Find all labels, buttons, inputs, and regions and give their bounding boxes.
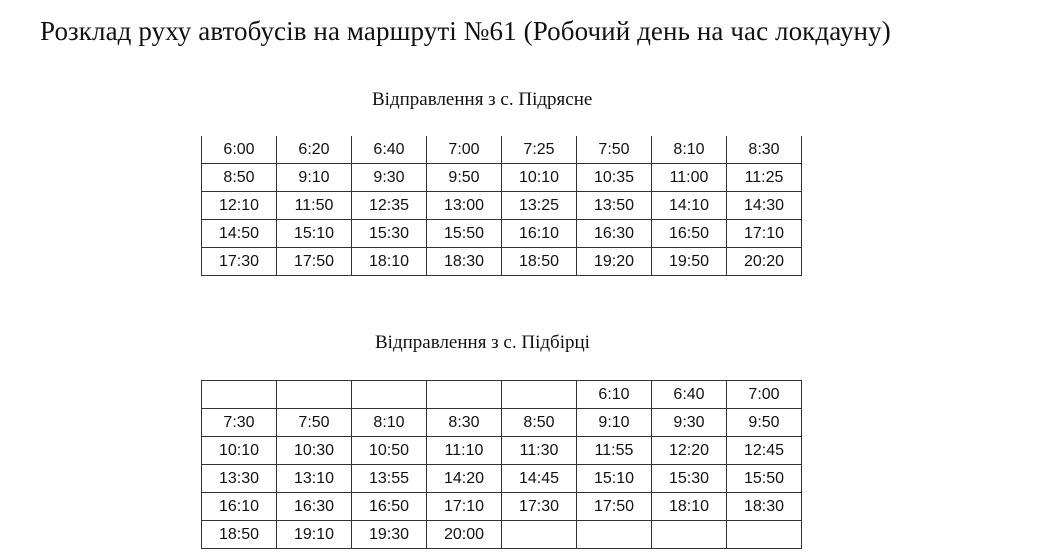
departure-time-cell: 13:10 <box>277 465 352 493</box>
departure-time-cell: 16:50 <box>352 493 427 521</box>
table-row <box>202 465 802 493</box>
table-row <box>202 220 802 248</box>
departure-time-cell: 12:45 <box>727 437 802 465</box>
departure-time-cell: 17:10 <box>727 220 802 248</box>
departure-time-cell: 6:00 <box>202 136 277 164</box>
departure-time-cell <box>427 381 502 409</box>
departure-time-cell: 6:40 <box>652 381 727 409</box>
table-row <box>202 164 802 192</box>
departure-time-cell: 17:10 <box>427 493 502 521</box>
table-row <box>202 437 802 465</box>
departure-time-cell: 7:00 <box>427 136 502 164</box>
departure-time-cell: 15:10 <box>577 465 652 493</box>
departure-time-cell: 18:50 <box>502 248 577 276</box>
departure-time-cell: 11:10 <box>427 437 502 465</box>
departure-time-cell: 7:50 <box>277 409 352 437</box>
departure-time-cell: 11:25 <box>727 164 802 192</box>
departure-time-cell: 7:30 <box>202 409 277 437</box>
departure-time-cell: 15:30 <box>352 220 427 248</box>
departure-time-cell: 16:10 <box>502 220 577 248</box>
table-row <box>202 409 802 437</box>
departure-time-cell: 19:30 <box>352 521 427 549</box>
departure-time-cell <box>502 521 577 549</box>
departure-time-cell: 9:10 <box>577 409 652 437</box>
departure-time-cell: 16:30 <box>577 220 652 248</box>
departure-time-cell: 13:30 <box>202 465 277 493</box>
departure-time-cell <box>202 381 277 409</box>
departure-time-cell: 9:30 <box>352 164 427 192</box>
departure-time-cell: 9:30 <box>652 409 727 437</box>
departure-time-cell: 9:50 <box>427 164 502 192</box>
departure-time-cell: 12:10 <box>202 192 277 220</box>
table-row <box>202 192 802 220</box>
departure-time-cell <box>352 381 427 409</box>
departure-time-cell: 19:50 <box>652 248 727 276</box>
departure-time-cell: 8:30 <box>727 136 802 164</box>
departure-time-cell: 7:00 <box>727 381 802 409</box>
departure-time-cell: 8:30 <box>427 409 502 437</box>
departure-time-cell: 9:10 <box>277 164 352 192</box>
page-title: Розклад руху автобусів на маршруті №61 (Робочий день на час локдауну) <box>40 16 891 46</box>
departure-time-cell: 15:30 <box>652 465 727 493</box>
departure-time-cell: 18:10 <box>652 493 727 521</box>
departure-time-cell: 18:30 <box>427 248 502 276</box>
table-row <box>202 136 802 164</box>
departure-time-cell: 15:10 <box>277 220 352 248</box>
departure-time-cell: 8:50 <box>502 409 577 437</box>
table-row <box>202 381 802 409</box>
departure-time-cell: 14:20 <box>427 465 502 493</box>
departure-time-cell: 11:30 <box>502 437 577 465</box>
departure-time-cell: 14:10 <box>652 192 727 220</box>
schedule-table-pidryasne <box>201 136 802 276</box>
departure-time-cell: 17:30 <box>202 248 277 276</box>
departure-time-cell: 11:50 <box>277 192 352 220</box>
departure-time-cell: 8:10 <box>652 136 727 164</box>
departure-time-cell: 8:50 <box>202 164 277 192</box>
departure-time-cell: 10:30 <box>277 437 352 465</box>
table-row <box>202 248 802 276</box>
departure-time-cell: 6:40 <box>352 136 427 164</box>
departure-time-cell: 13:55 <box>352 465 427 493</box>
departure-time-cell: 7:50 <box>577 136 652 164</box>
departure-time-cell: 12:20 <box>652 437 727 465</box>
table-row <box>202 521 802 549</box>
departure-time-cell: 10:50 <box>352 437 427 465</box>
departure-time-cell: 10:35 <box>577 164 652 192</box>
departure-time-cell: 11:55 <box>577 437 652 465</box>
departure-time-cell: 13:25 <box>502 192 577 220</box>
departure-time-cell: 19:20 <box>577 248 652 276</box>
departure-time-cell: 10:10 <box>202 437 277 465</box>
departure-time-cell: 16:10 <box>202 493 277 521</box>
departure-time-cell: 6:20 <box>277 136 352 164</box>
departure-time-cell: 15:50 <box>427 220 502 248</box>
schedule-table-pidbirtsi <box>201 380 802 549</box>
departure-time-cell: 19:10 <box>277 521 352 549</box>
departure-time-cell: 15:50 <box>727 465 802 493</box>
departure-time-cell <box>652 521 727 549</box>
departure-time-cell: 10:10 <box>502 164 577 192</box>
departure-time-cell: 13:00 <box>427 192 502 220</box>
departure-time-cell: 7:25 <box>502 136 577 164</box>
departure-time-cell: 14:45 <box>502 465 577 493</box>
departure-time-cell: 16:50 <box>652 220 727 248</box>
departure-time-cell: 11:00 <box>652 164 727 192</box>
departure-time-cell: 18:10 <box>352 248 427 276</box>
departure-time-cell: 12:35 <box>352 192 427 220</box>
departure-time-cell <box>502 381 577 409</box>
departure-time-cell: 16:30 <box>277 493 352 521</box>
departure-time-cell: 18:50 <box>202 521 277 549</box>
departure-time-cell <box>277 381 352 409</box>
departure-time-cell: 6:10 <box>577 381 652 409</box>
departure-time-cell: 14:50 <box>202 220 277 248</box>
departure-time-cell: 13:50 <box>577 192 652 220</box>
departure-time-cell: 9:50 <box>727 409 802 437</box>
departure-time-cell: 17:50 <box>277 248 352 276</box>
section-title-pidryasne: Відправлення з с. Підрясне <box>372 89 593 110</box>
table-row <box>202 493 802 521</box>
departure-time-cell: 20:00 <box>427 521 502 549</box>
departure-time-cell: 17:50 <box>577 493 652 521</box>
departure-time-cell <box>727 521 802 549</box>
departure-time-cell: 14:30 <box>727 192 802 220</box>
departure-time-cell <box>577 521 652 549</box>
departure-time-cell: 20:20 <box>727 248 802 276</box>
departure-time-cell: 18:30 <box>727 493 802 521</box>
section-title-pidbirtsi: Відправлення з с. Підбірці <box>375 332 590 353</box>
departure-time-cell: 8:10 <box>352 409 427 437</box>
departure-time-cell: 17:30 <box>502 493 577 521</box>
